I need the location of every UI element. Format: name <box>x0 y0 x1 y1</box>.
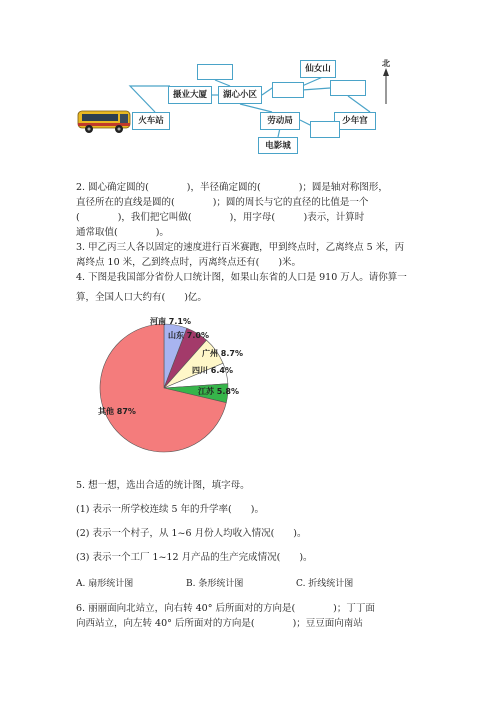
q5-option-a: A. 扇形统计图 <box>76 579 134 589</box>
q5-option-c: C. 折线统计图 <box>296 579 354 589</box>
map-blank-box-1[interactable] <box>197 64 233 80</box>
map-box-fairy-mountain: 仙女山 <box>300 60 336 78</box>
q5-item-1: (1) 表示一所学校连续 5 年的升学率( )。 <box>76 504 264 515</box>
pie-label-3: 四川 6.4% <box>192 366 233 375</box>
q2-line-1: 2. 圆心确定圆的( )，半径确定圆的( )；圆是轴对称图形， <box>76 182 388 193</box>
pie-chart <box>76 308 276 458</box>
q5-item-2: (2) 表示一个村子，从 1~6 月份人均收入情况( )。 <box>76 528 307 539</box>
map-box-train-station: 火车站 <box>132 112 170 130</box>
q5-option-b: B. 条形统计图 <box>186 579 244 589</box>
map-diagram <box>0 0 500 165</box>
q4-line-1: 4. 下图是我国部分省份人口统计图，如果山东省的人口是 910 万人。请你算一 <box>76 272 407 283</box>
q3-line-1: 3. 甲乙丙三人各以固定的速度进行百米赛跑，甲到终点时，乙离终点 5 米，丙 <box>76 242 405 253</box>
north-label: 北 <box>382 58 390 68</box>
bus-icon <box>76 106 134 136</box>
pie-label-0: 河南 7.1% <box>150 317 191 326</box>
map-box-cinema: 电影城 <box>258 137 298 154</box>
map-blank-box-2[interactable] <box>272 82 304 98</box>
q6-line-1: 6. 丽丽面向北站立，向右转 40° 后所面对的方向是( )；丁丁面 <box>76 603 375 614</box>
q2-line-2: 直径所在的直线是圆的( )；圆的周长与它的直径的比值是一个 <box>76 197 369 208</box>
pie-label-4: 江苏 5.8% <box>198 387 239 396</box>
map-box-tower: 摄业大厦 <box>168 86 212 104</box>
q6-line-2: 向西站立，向左转 40° 后所面对的方向是( )；豆豆面向南站 <box>76 618 363 629</box>
pie-label-2: 广州 8.7% <box>202 349 243 358</box>
q2-line-4: 通常取值( )。 <box>76 227 169 238</box>
map-blank-box-3[interactable] <box>330 80 366 96</box>
pie-label-5: 其他 87% <box>98 407 136 416</box>
map-box-labor-bureau: 劳动局 <box>260 112 300 130</box>
map-blank-box-4[interactable] <box>310 121 340 138</box>
q5-title: 5. 想一想，选出合适的统计图，填字母。 <box>76 480 250 491</box>
q2-line-3: ( )，我们把它叫做( )，用字母( )表示，计算时 <box>76 212 365 223</box>
q3-line-2: 离终点 10 米，乙到终点时，丙离终点还有( )米。 <box>76 257 302 268</box>
q4-line-2: 算，全国人口大约有( )亿。 <box>76 292 207 303</box>
map-connector-lines <box>0 0 500 165</box>
q5-item-3: (3) 表示一个工厂 1~12 月产品的生产完成情况( )。 <box>76 552 313 563</box>
map-box-youth-palace: 少年宫 <box>334 112 376 130</box>
pie-label-1: 山东 7.0% <box>168 331 209 340</box>
map-box-park: 湖心小区 <box>218 86 262 104</box>
